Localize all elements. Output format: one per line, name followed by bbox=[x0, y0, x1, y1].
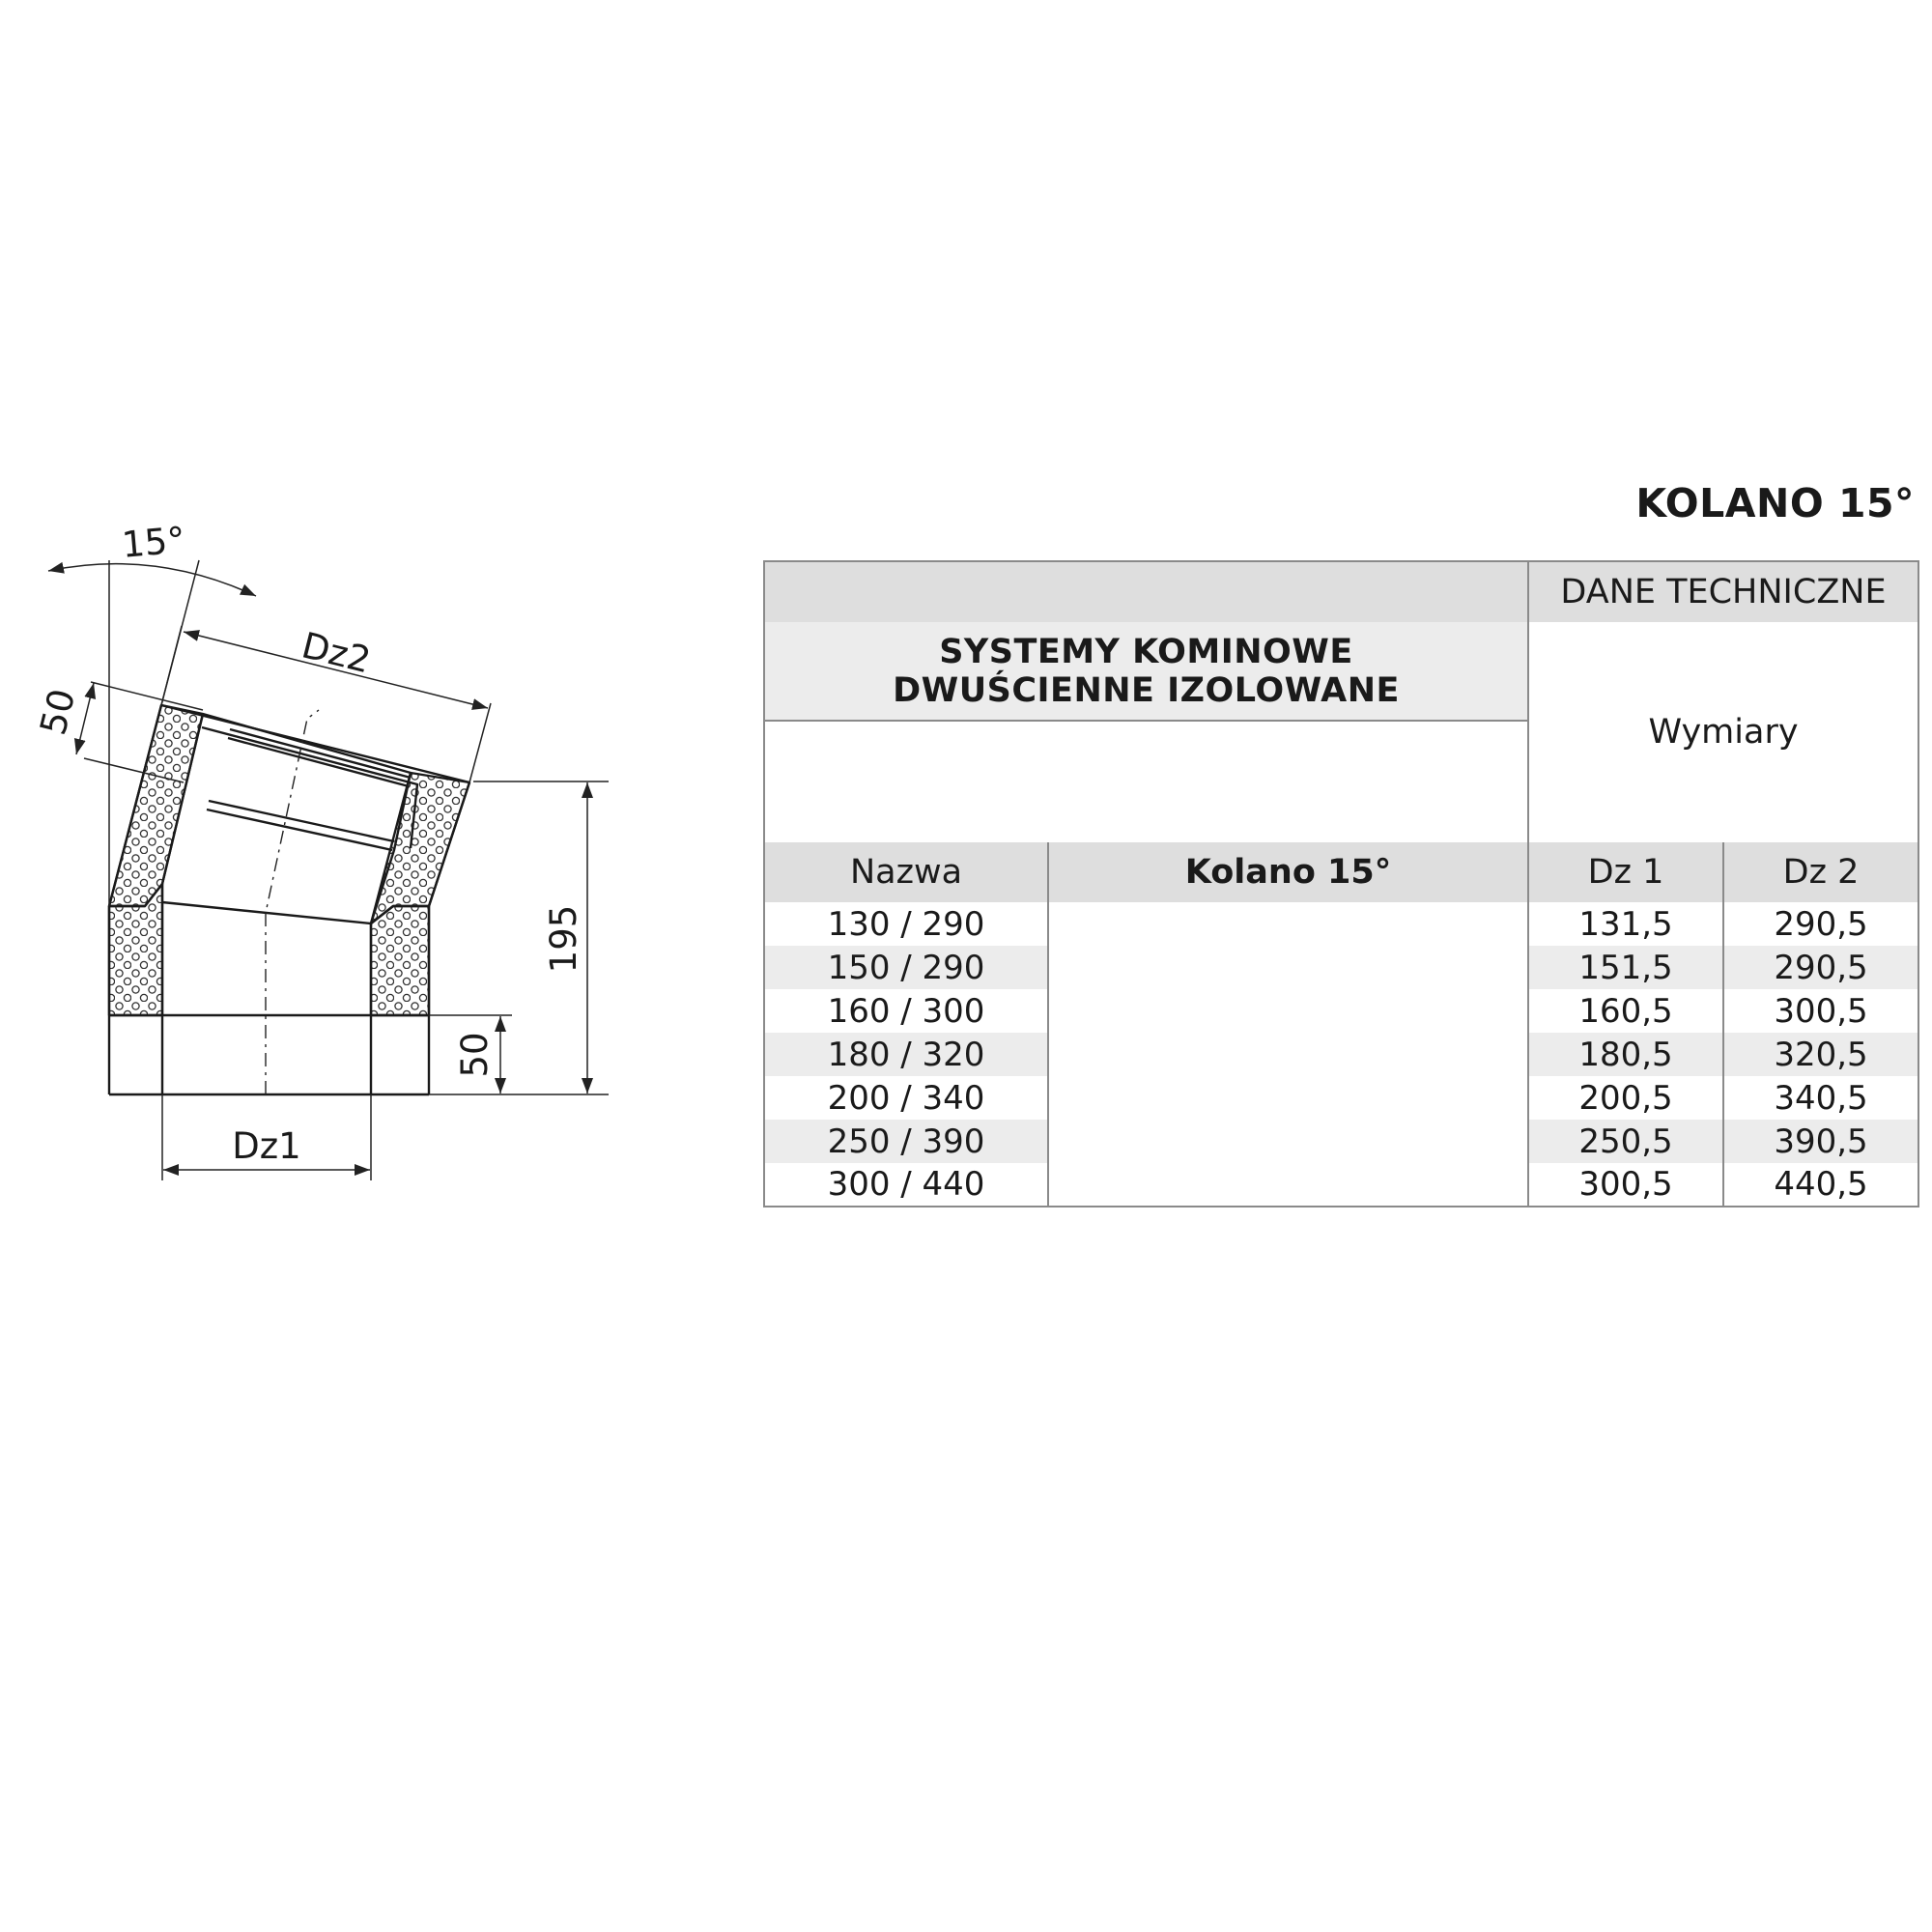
seam-line-lower-b bbox=[207, 810, 392, 850]
outer-top-edge bbox=[161, 705, 469, 782]
row-dz2: 390,5 bbox=[1723, 1120, 1918, 1163]
row-name: 150 / 290 bbox=[764, 946, 1048, 989]
row-name: 300 / 440 bbox=[764, 1163, 1048, 1207]
table-row bbox=[764, 902, 1918, 946]
col-header-dz1: Dz 1 bbox=[1528, 842, 1723, 902]
row-dz1: 180,5 bbox=[1528, 1033, 1723, 1076]
row-dz2: 340,5 bbox=[1723, 1076, 1918, 1120]
col-header-product: Kolano 15° bbox=[1048, 842, 1528, 902]
insulation-left-upper bbox=[109, 705, 203, 906]
seam-line-lower-a bbox=[209, 801, 394, 841]
dz2-extension-right bbox=[469, 703, 491, 782]
row-dz2: 320,5 bbox=[1723, 1033, 1918, 1076]
upper-50-dimension bbox=[76, 683, 94, 754]
row-dz1: 250,5 bbox=[1528, 1120, 1723, 1163]
row-name: 200 / 340 bbox=[764, 1076, 1048, 1120]
row-dz1: 151,5 bbox=[1528, 946, 1723, 989]
row-dz2: 290,5 bbox=[1723, 902, 1918, 946]
dz1-label: Dz1 bbox=[232, 1125, 301, 1167]
product-column-body bbox=[1048, 902, 1528, 1207]
seam-line-upper-a bbox=[230, 729, 411, 778]
page-title: KOLANO 15° bbox=[1635, 480, 1915, 526]
row-name: 250 / 390 bbox=[764, 1120, 1048, 1163]
systems-title bbox=[764, 622, 1528, 721]
dz2-label: Dz2 bbox=[298, 624, 375, 682]
row-dz2: 290,5 bbox=[1723, 946, 1918, 989]
upper-socket-label: 50 bbox=[32, 684, 84, 740]
systems-title-line2: DWUŚCIENNE IZOLOWANE bbox=[893, 670, 1400, 710]
row-dz1: 131,5 bbox=[1528, 902, 1723, 946]
lower-socket-label: 50 bbox=[454, 1032, 496, 1078]
systems-title-line1: SYSTEMY KOMINOWE bbox=[939, 632, 1353, 671]
upper-liner-edge bbox=[202, 727, 417, 848]
center-line bbox=[266, 710, 319, 1094]
dimensions-label: Wymiary bbox=[1528, 622, 1918, 842]
row-name: 160 / 300 bbox=[764, 989, 1048, 1033]
row-dz1: 160,5 bbox=[1528, 989, 1723, 1033]
angle-label: 15° bbox=[120, 519, 187, 566]
height-label: 195 bbox=[543, 904, 584, 974]
col-header-dz2: Dz 2 bbox=[1723, 842, 1918, 902]
elbow-body bbox=[109, 705, 469, 1094]
blank-header-cell bbox=[764, 561, 1528, 622]
upper-50-extension-a bbox=[91, 682, 203, 710]
angle-arc bbox=[48, 564, 256, 596]
row-name: 130 / 290 bbox=[764, 902, 1048, 946]
blank-image-cell bbox=[764, 721, 1528, 842]
row-name: 180 / 320 bbox=[764, 1033, 1048, 1076]
row-dz1: 300,5 bbox=[1528, 1163, 1723, 1207]
group-header: DANE TECHNICZNE bbox=[1528, 561, 1918, 622]
col-header-name: Nazwa bbox=[764, 842, 1048, 902]
technical-data-table bbox=[763, 560, 1919, 1208]
insulation-right-lower bbox=[371, 906, 429, 1015]
row-dz2: 440,5 bbox=[1723, 1163, 1918, 1207]
dz2-extension-left bbox=[161, 626, 182, 705]
row-dz2: 300,5 bbox=[1723, 989, 1918, 1033]
row-dz1: 200,5 bbox=[1528, 1076, 1723, 1120]
